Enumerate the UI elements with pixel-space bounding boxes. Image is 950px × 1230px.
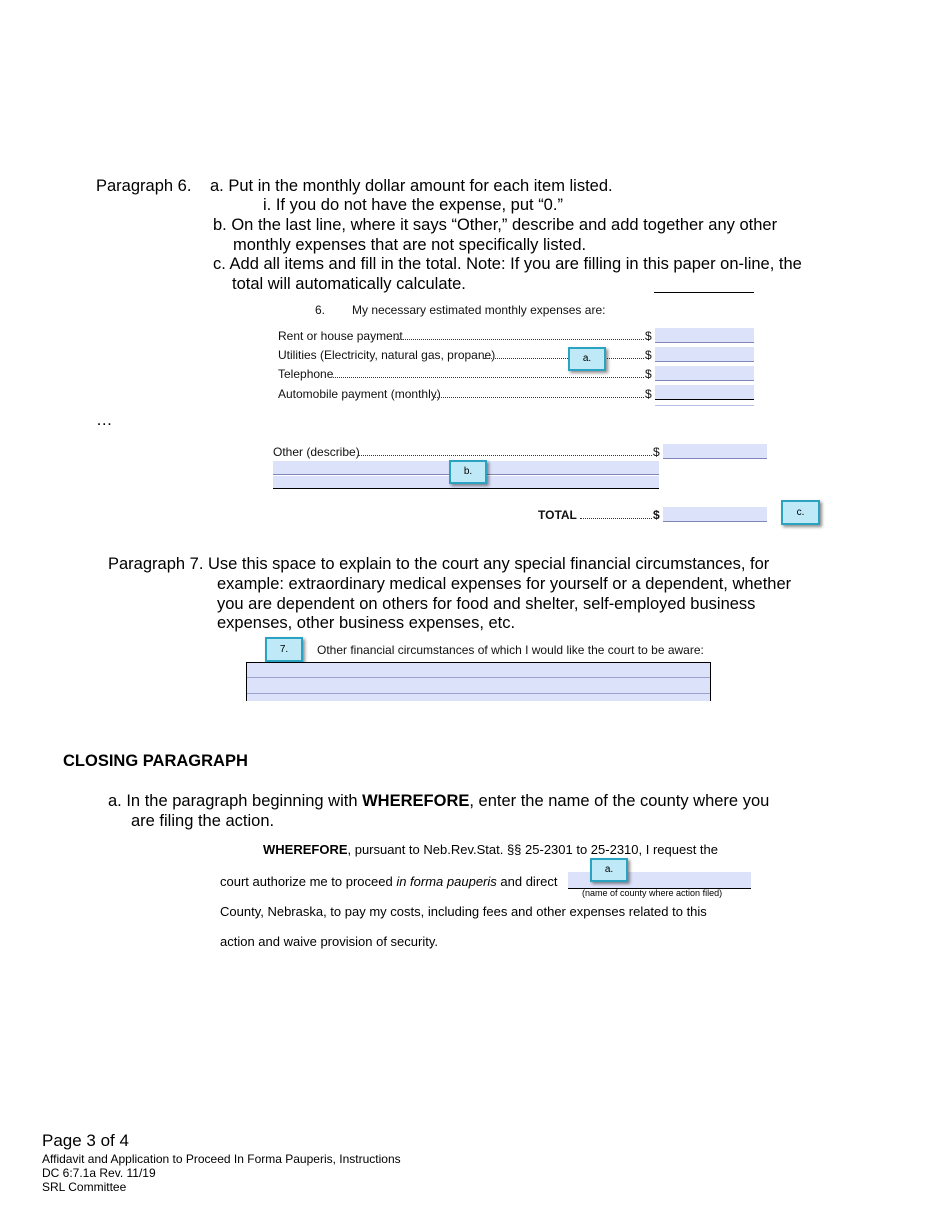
para6-label: Paragraph 6. <box>96 177 192 195</box>
para7-line4: expenses, other business expenses, etc. <box>217 614 516 632</box>
dollar-sign: $ <box>645 348 652 362</box>
para7-line3: you are dependent on others for food and shelter, self-employed business <box>217 595 756 613</box>
wherefore-bold: WHEREFORE <box>263 842 348 857</box>
dollar-sign: $ <box>653 445 660 459</box>
para6-item-c-line1: c. Add all items and fill in the total. Note: If you are filling in this paper on-line, the <box>213 255 802 273</box>
other-describe-label: Other (describe) <box>273 445 360 459</box>
dot-leader <box>484 358 644 359</box>
para6-item-b-line1: b. On the last line, where it says “Other,” describe and add together any other <box>213 216 778 234</box>
footer-title: Affidavit and Application to Proceed In Forma Pauperis, Instructions <box>42 1152 401 1166</box>
textarea-rule <box>247 677 710 678</box>
closing-item-a-suffix: , enter the name of the county where you <box>469 792 770 810</box>
ellipsis: … <box>96 411 113 429</box>
dot-leader <box>358 455 652 456</box>
dollar-sign: $ <box>645 367 652 381</box>
callout-closing-a: a. <box>590 858 628 882</box>
wherefore-line2-a: court authorize me to proceed <box>220 874 397 889</box>
form6-heading: My necessary estimated monthly expenses are: <box>352 303 606 317</box>
dollar-sign: $ <box>645 329 652 343</box>
expense-label-telephone: Telephone <box>278 367 334 381</box>
form7-label: Other financial circumstances of which I would like the court to be aware: <box>317 643 704 657</box>
dot-leader <box>433 397 644 398</box>
expense-label-utilities: Utilities (Electricity, natural gas, propane) <box>278 348 496 362</box>
financial-circumstances-textarea[interactable] <box>246 662 711 701</box>
rent-amount-field[interactable] <box>655 328 754 343</box>
wherefore-line1-text: , pursuant to Neb.Rev.Stat. §§ 25-2301 to 25-2310, I request the <box>347 842 718 857</box>
closing-item-a-prefix: a. In the paragraph beginning with <box>108 792 363 810</box>
automobile-amount-field[interactable] <box>655 385 754 400</box>
para7-line1: Paragraph 7. Use this space to explain to the court any special financial circumstances, for <box>108 555 770 573</box>
field-shadow-line <box>655 405 754 406</box>
para7-line2: example: extraordinary medical expenses for yourself or a dependent, whether <box>217 575 792 593</box>
para6-item-a-i: i. If you do not have the expense, put “0.” <box>263 196 563 214</box>
wherefore-line4: action and waive provision of security. <box>220 934 438 949</box>
para6-item-c-line2: total will automatically calculate. <box>232 275 466 293</box>
wherefore-line3: County, Nebraska, to pay my costs, including fees and other expenses related to this <box>220 904 707 919</box>
callout-7: 7. <box>265 637 303 662</box>
wherefore-line1 <box>263 842 718 857</box>
closing-item-a-line1 <box>108 791 769 811</box>
county-caption: (name of county where action filed) <box>582 888 723 898</box>
telephone-amount-field[interactable] <box>655 366 754 381</box>
callout-b: b. <box>449 460 487 484</box>
underline-rule <box>654 292 754 293</box>
total-amount-field[interactable] <box>663 507 767 522</box>
footer-form-number: DC 6:7.1a Rev. 11/19 <box>42 1166 156 1180</box>
other-amount-field[interactable] <box>663 444 767 459</box>
callout-c: c. <box>781 500 820 525</box>
dollar-sign: $ <box>645 387 652 401</box>
footer-committee: SRL Committee <box>42 1180 127 1194</box>
total-label: TOTAL <box>538 508 577 522</box>
expense-label-automobile: Automobile payment (monthly) <box>278 387 441 401</box>
closing-item-a-bold: WHEREFORE <box>362 792 470 810</box>
textarea-rule <box>247 693 710 694</box>
dollar-sign: $ <box>653 508 660 522</box>
expense-label-rent: Rent or house payment <box>278 329 403 343</box>
wherefore-line2-italic: in forma pauperis <box>396 874 497 889</box>
dot-leader <box>333 377 644 378</box>
utilities-amount-field[interactable] <box>655 347 754 362</box>
form6-number: 6. <box>315 303 326 317</box>
page-number: Page 3 of 4 <box>42 1131 129 1150</box>
para6-item-a: a. Put in the monthly dollar amount for each item listed. <box>210 177 613 195</box>
para6-item-b-line2: monthly expenses that are not specifically listed. <box>233 236 587 254</box>
callout-a: a. <box>568 347 606 371</box>
wherefore-line2 <box>220 874 557 889</box>
closing-heading: CLOSING PARAGRAPH <box>63 752 248 770</box>
closing-item-a-line2: are filing the action. <box>131 812 275 830</box>
dot-leader <box>396 339 644 340</box>
dot-leader <box>580 518 652 519</box>
wherefore-line2-b: and direct <box>496 874 558 889</box>
